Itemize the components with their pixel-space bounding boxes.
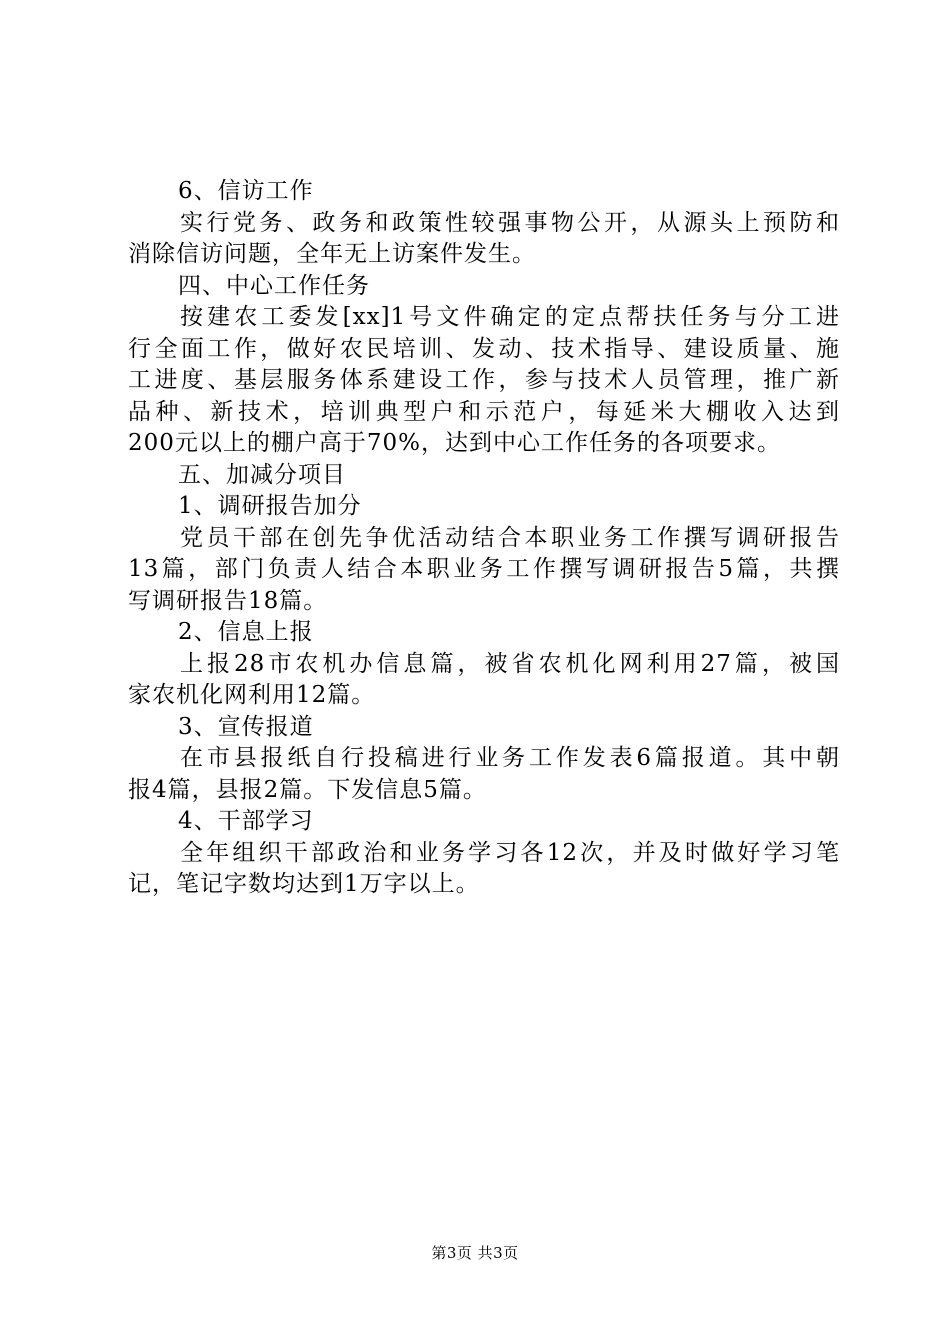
text-line: 200元以上的棚户高于70%，达到中心工作任务的各项要求。: [128, 430, 782, 456]
text-line: 党员干部在创先争优活动结合本职业务工作撰写调研报告: [180, 524, 840, 551]
text-line: 4、干部学习: [178, 808, 314, 834]
text-line: 品种、新技术，培训典型户和示范户，每延米大棚收入达到: [128, 398, 840, 425]
text-line: 记，笔记字数均达到1万字以上。: [128, 871, 480, 897]
text-line: 工进度、基层服务体系建设工作，参与技术人员管理，推广新: [128, 367, 840, 393]
text-line: 全年组织干部政治和业务学习各12次，并及时做好学习笔: [180, 839, 840, 866]
text-line: 报4篇，县报2篇。下发信息5篇。: [128, 776, 487, 803]
document-body: [128, 176, 840, 901]
text-line: 家农机化网利用12篇。: [128, 682, 376, 708]
page-footer: [0, 1243, 950, 1263]
text-line: 实行党务、政务和政策性较强事物公开，从源头上预防和: [180, 209, 840, 236]
text-line: 在市县报纸自行投稿进行业务工作发表6篇报道。其中朝: [180, 745, 840, 771]
text-line: 6、信访工作: [178, 178, 314, 204]
text-line: 五、加减分项目: [178, 461, 346, 488]
text-line: 3、宣传报道: [178, 713, 314, 740]
text-line: 2、信息上报: [178, 619, 314, 645]
text-line: 1、调研报告加分: [178, 493, 362, 519]
text-line: 按建农工委发[xx]1号文件确定的定点帮扶任务与分工进: [180, 304, 840, 330]
text-line: 四、中心工作任务: [178, 272, 370, 299]
text-line: 写调研报告18篇。: [128, 587, 328, 614]
text-line: 13篇，部门负责人结合本职业务工作撰写调研报告5篇，共撰: [128, 556, 840, 582]
page-number-label: 第3页 共3页: [431, 1244, 519, 1262]
text-line: 行全面工作，做好农民培训、发动、技术指导、建设质量、施: [128, 335, 840, 362]
text-line: 消除信访问题，全年无上访案件发生。: [128, 241, 536, 267]
text-line: 上报28市农机办信息篇，被省农机化网利用27篇，被国: [180, 650, 840, 677]
